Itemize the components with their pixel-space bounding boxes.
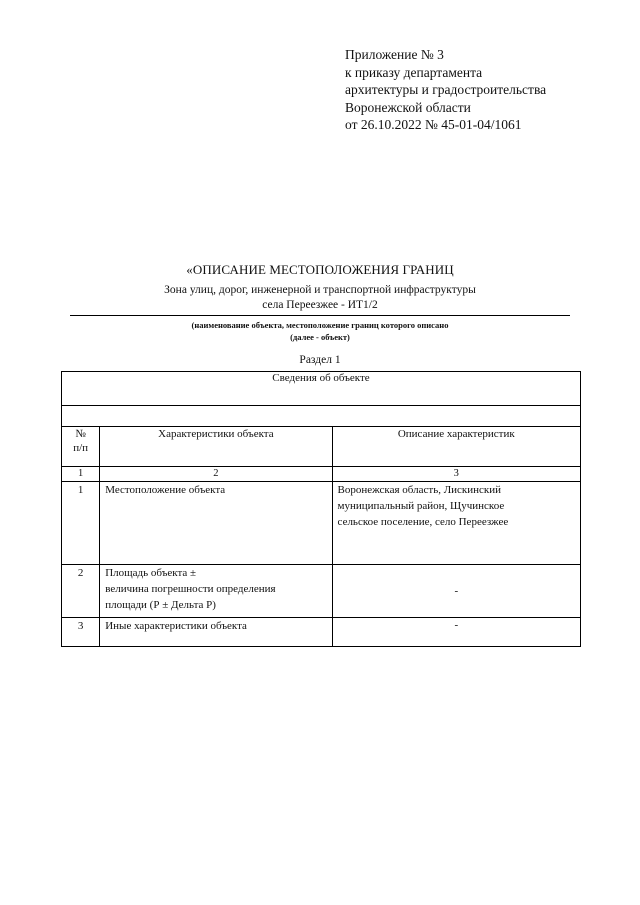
row-characteristic-cell: [100, 618, 332, 647]
row-num: 3: [77, 620, 84, 632]
column-header-row: [62, 427, 581, 467]
object-name-line2: села Переезжее - ИТ1/2: [262, 299, 378, 311]
underline-divider: [70, 315, 570, 316]
row-description-cell: [332, 482, 580, 565]
row-num: 2: [77, 567, 84, 579]
row-characteristic-line: площади (Р ± Дельта Р): [105, 599, 216, 611]
object-info-table: [61, 371, 581, 647]
column-header-description: Описание характеристик: [332, 427, 580, 467]
column-header-num-line2: п/п: [73, 442, 89, 454]
title-block: [70, 262, 570, 367]
appendix-line: Приложение № 3: [345, 47, 444, 62]
row-characteristic-line: Площадь объекта ±: [105, 567, 197, 579]
row-description-line: муниципальный район, Щучинское: [337, 500, 505, 512]
row-num-cell: [62, 482, 100, 565]
blank-cell: [62, 406, 581, 427]
row-description: -: [332, 618, 580, 647]
row-characteristic: Местоположение объекта: [105, 484, 226, 496]
column-index: 1: [62, 467, 100, 482]
row-characteristic-line: величина погрешности определения: [105, 583, 276, 595]
caption-line2: (далее - объект): [290, 332, 350, 342]
appendix-line: Воронежской области: [345, 99, 471, 115]
row-description-line: Воронежская область, Лискинский: [337, 484, 502, 496]
appendix-header: [345, 46, 546, 134]
appendix-line: от 26.10.2022 № 45-01-04/1061: [345, 117, 522, 132]
document-title: «ОПИСАНИЕ МЕСТОПОЛОЖЕНИЯ ГРАНИЦ: [186, 262, 454, 277]
table-heading: Сведения об объекте: [62, 372, 581, 406]
object-name-line1: Зона улиц, дорог, инженерной и транспортной инфраструктуры: [164, 284, 476, 296]
column-header-characteristics: Характеристики объекта: [100, 427, 332, 467]
column-index: 3: [332, 467, 580, 482]
table-row: [62, 482, 581, 565]
appendix-line: архитектуры и градостроительства: [345, 82, 547, 97]
section-label: Раздел 1: [299, 354, 341, 366]
column-index: 2: [100, 467, 332, 482]
row-description-line: сельское поселение, село Переезжее: [337, 516, 509, 528]
row-num: 1: [77, 484, 84, 496]
row-characteristic-cell: [100, 482, 332, 565]
table-row: [62, 565, 581, 618]
table-row: [62, 618, 581, 647]
row-characteristic-cell: [100, 565, 332, 618]
column-index-row: [62, 467, 581, 482]
column-header-num-line1: №: [75, 428, 86, 440]
row-characteristic: Иные характеристики объекта: [105, 620, 247, 632]
row-num-cell: [62, 565, 100, 618]
row-num-cell: [62, 618, 100, 647]
table-heading-row: [62, 372, 581, 406]
column-header-num: [62, 427, 100, 467]
table-blank-row: [62, 406, 581, 427]
caption-line1: (наименование объекта, местоположение границ которого описано: [191, 320, 449, 330]
row-description: -: [332, 565, 580, 618]
appendix-line: к приказу департамента: [345, 64, 483, 80]
